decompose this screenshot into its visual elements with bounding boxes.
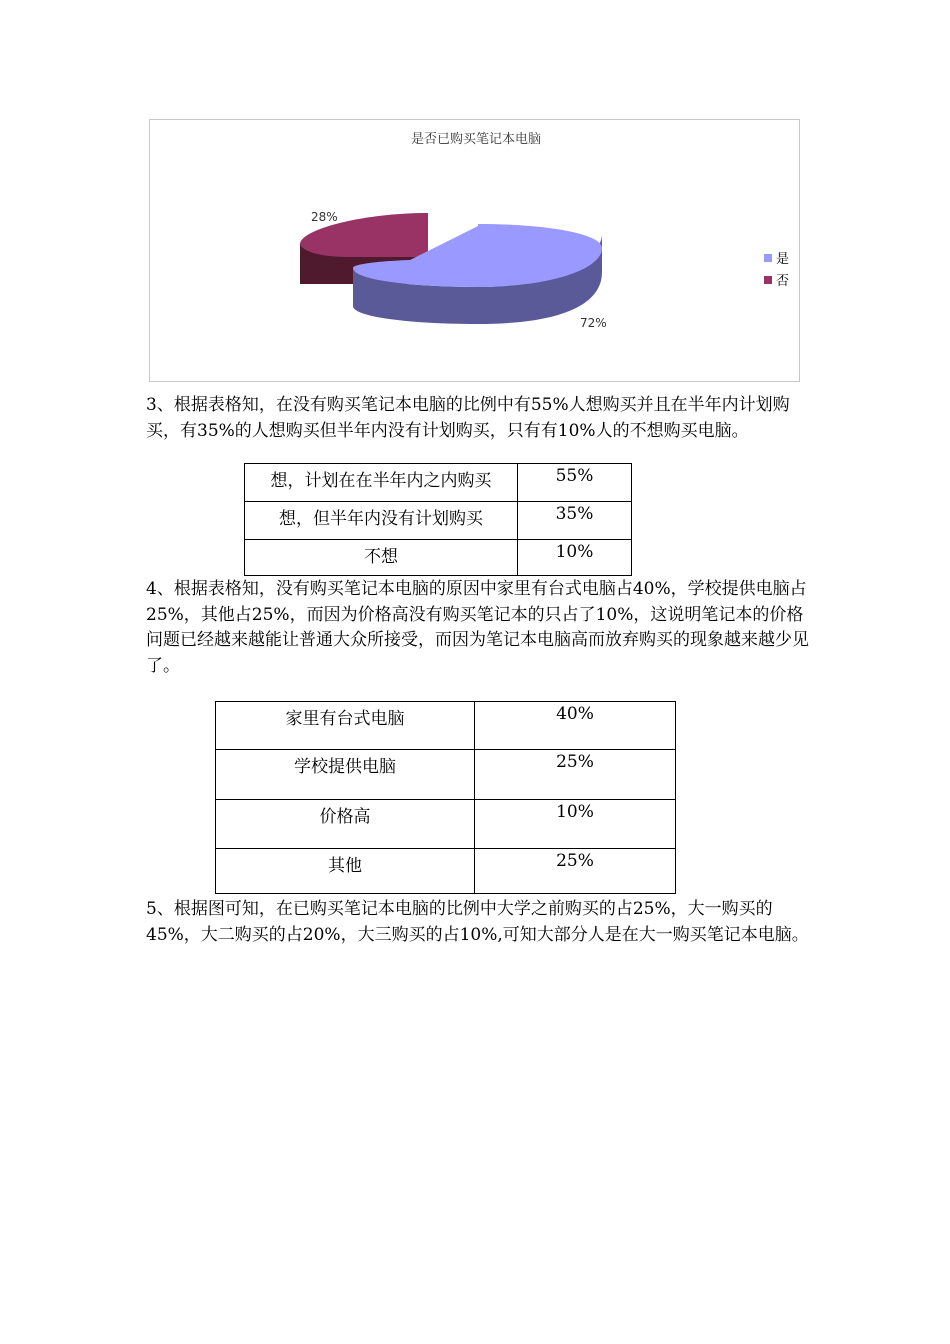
table-cell-label: 想，但半年内没有计划购买 <box>245 502 518 540</box>
legend-label-yes: 是 <box>776 252 790 267</box>
table-cell-value: 10% <box>475 800 676 849</box>
table-row <box>216 750 676 800</box>
chart-title: 是否已购买笔记本电脑 <box>410 132 542 147</box>
table-row <box>216 800 676 849</box>
table-want-to-buy <box>244 463 632 576</box>
table-row <box>245 540 632 576</box>
paragraph-3: 3、根据表格知，在没有购买笔记本电脑的比例中有55%人想购买并且在半年内计划购买，有35%的人想购买但半年内没有计划购买，只有有10%人的不想购买电脑。 <box>146 395 790 441</box>
legend-swatch-yes <box>764 254 772 262</box>
table-cell-label: 学校提供电脑 <box>216 750 475 800</box>
table-cell-value: 10% <box>518 540 632 576</box>
table-cell-value: 55% <box>518 464 632 502</box>
legend-label-no: 否 <box>776 274 790 289</box>
chart-legend <box>764 252 789 289</box>
pie-chart-frame <box>149 119 800 382</box>
table-row <box>216 702 676 750</box>
pie-chart <box>150 120 801 383</box>
paragraph-5: 5、根据图可知，在已购买笔记本电脑的比例中大学之前购买的占25%，大一购买的45%，大二购买的占20%，大三购买的占10%,可知大部分人是在大一购买笔记本电脑。 <box>146 899 809 945</box>
table-cell-label: 想，计划在在半年内之内购买 <box>245 464 518 502</box>
table-cell-label: 家里有台式电脑 <box>216 702 475 750</box>
table-cell-label: 价格高 <box>216 800 475 849</box>
table-row <box>216 849 676 894</box>
table-cell-value: 25% <box>475 750 676 800</box>
table-row <box>245 502 632 540</box>
data-label-no: 28% <box>311 210 338 224</box>
table-reasons <box>215 701 676 894</box>
paragraph-4: 4、根据表格知，没有购买笔记本电脑的原因中家里有台式电脑占40%，学校提供电脑占25%，其他占25%，而因为价格高没有购买笔记本的只占了10%，这说明笔记本的价格问题已经越来越能让普通大众所接受，而因为笔记本电脑高而放弃购买的现象越来越少见了。 <box>146 579 809 676</box>
table-cell-label: 不想 <box>245 540 518 576</box>
data-label-yes: 72% <box>580 316 607 330</box>
table-row <box>245 464 632 502</box>
table-cell-value: 25% <box>475 849 676 894</box>
legend-swatch-no <box>764 276 772 284</box>
table-cell-value: 40% <box>475 702 676 750</box>
table-cell-value: 35% <box>518 502 632 540</box>
table-cell-label: 其他 <box>216 849 475 894</box>
